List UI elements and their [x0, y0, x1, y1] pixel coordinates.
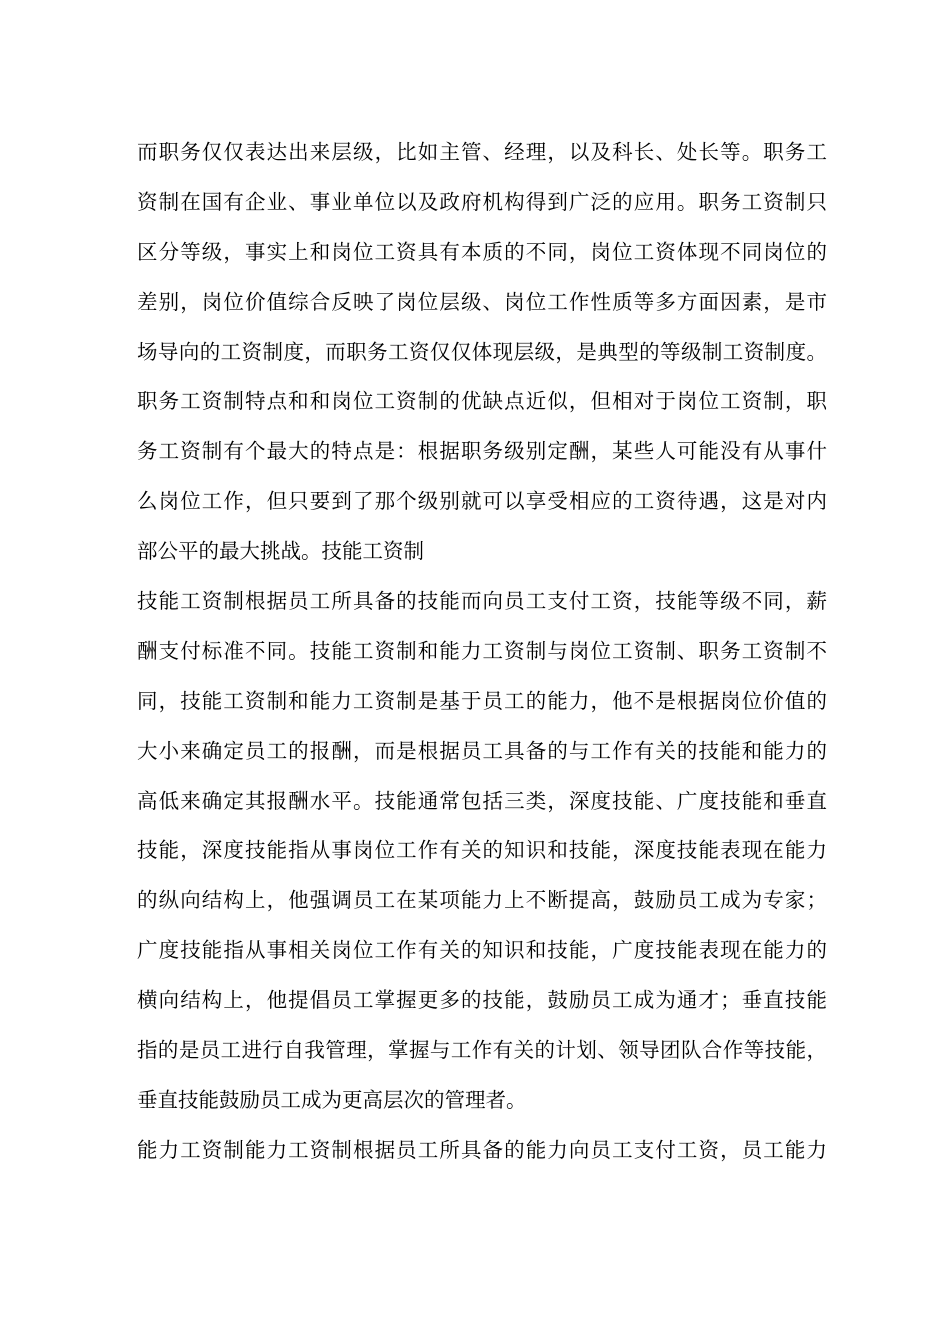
text-line-4: 差别，岗位价值综合反映了岗位层级、岗位工作性质等多方面因素，是市	[137, 289, 827, 314]
text-line-21: 能力工资制能力工资制根据员工所具备的能力向员工支付工资，员工能力	[137, 1137, 827, 1162]
text-line-15: 技能，深度技能指从事岗位工作有关的知识和技能，深度技能表现在能力	[137, 838, 827, 863]
text-line-16: 的纵向结构上，他强调员工在某项能力上不断提高，鼓励员工成为专家；	[137, 888, 827, 913]
text-line-13: 大小来确定员工的报酬，而是根据员工具备的与工作有关的技能和能力的	[137, 738, 827, 763]
text-line-20: 垂直技能鼓励员工成为更高层次的管理者。	[137, 1087, 527, 1112]
text-line-18: 横向结构上，他提倡员工掌握更多的技能，鼓励员工成为通才；垂直技能	[137, 988, 827, 1013]
text-line-11: 酬支付标准不同。技能工资制和能力工资制与岗位工资制、职务工资制不	[137, 638, 827, 663]
text-line-7: 务工资制有个最大的特点是：根据职务级别定酬，某些人可能没有从事什	[137, 439, 827, 464]
text-line-3: 区分等级，事实上和岗位工资具有本质的不同，岗位工资体现不同岗位的	[137, 239, 827, 264]
text-line-1: 而职务仅仅表达出来层级，比如主管、经理，以及科长、处长等。职务工	[137, 140, 827, 164]
text-line-14: 高低来确定其报酬水平。技能通常包括三类，深度技能、广度技能和垂直	[137, 788, 827, 813]
text-line-8: 么岗位工作，但只要到了那个级别就可以享受相应的工资待遇，这是对内	[137, 489, 827, 514]
text-line-19: 指的是员工进行自我管理，掌握与工作有关的计划、领导团队合作等技能，	[137, 1038, 827, 1063]
text-line-5: 场导向的工资制度，而职务工资仅仅体现层级，是典型的等级制工资制度。	[137, 339, 827, 364]
text-line-10: 技能工资制根据员工所具备的技能而向员工支付工资，技能等级不同，薪	[137, 589, 827, 614]
text-line-9: 部公平的最大挑战。技能工资制	[137, 539, 424, 564]
text-line-12: 同，技能工资制和能力工资制是基于员工的能力，他不是根据岗位价值的	[137, 688, 827, 713]
body-text	[137, 128, 827, 1176]
text-line-6: 职务工资制特点和和岗位工资制的优缺点近似，但相对于岗位工资制，职	[137, 389, 827, 414]
text-line-17: 广度技能指从事相关岗位工作有关的知识和技能，广度技能表现在能力的	[137, 938, 827, 963]
text-line-2: 资制在国有企业、事业单位以及政府机构得到广泛的应用。职务工资制只	[137, 189, 827, 214]
